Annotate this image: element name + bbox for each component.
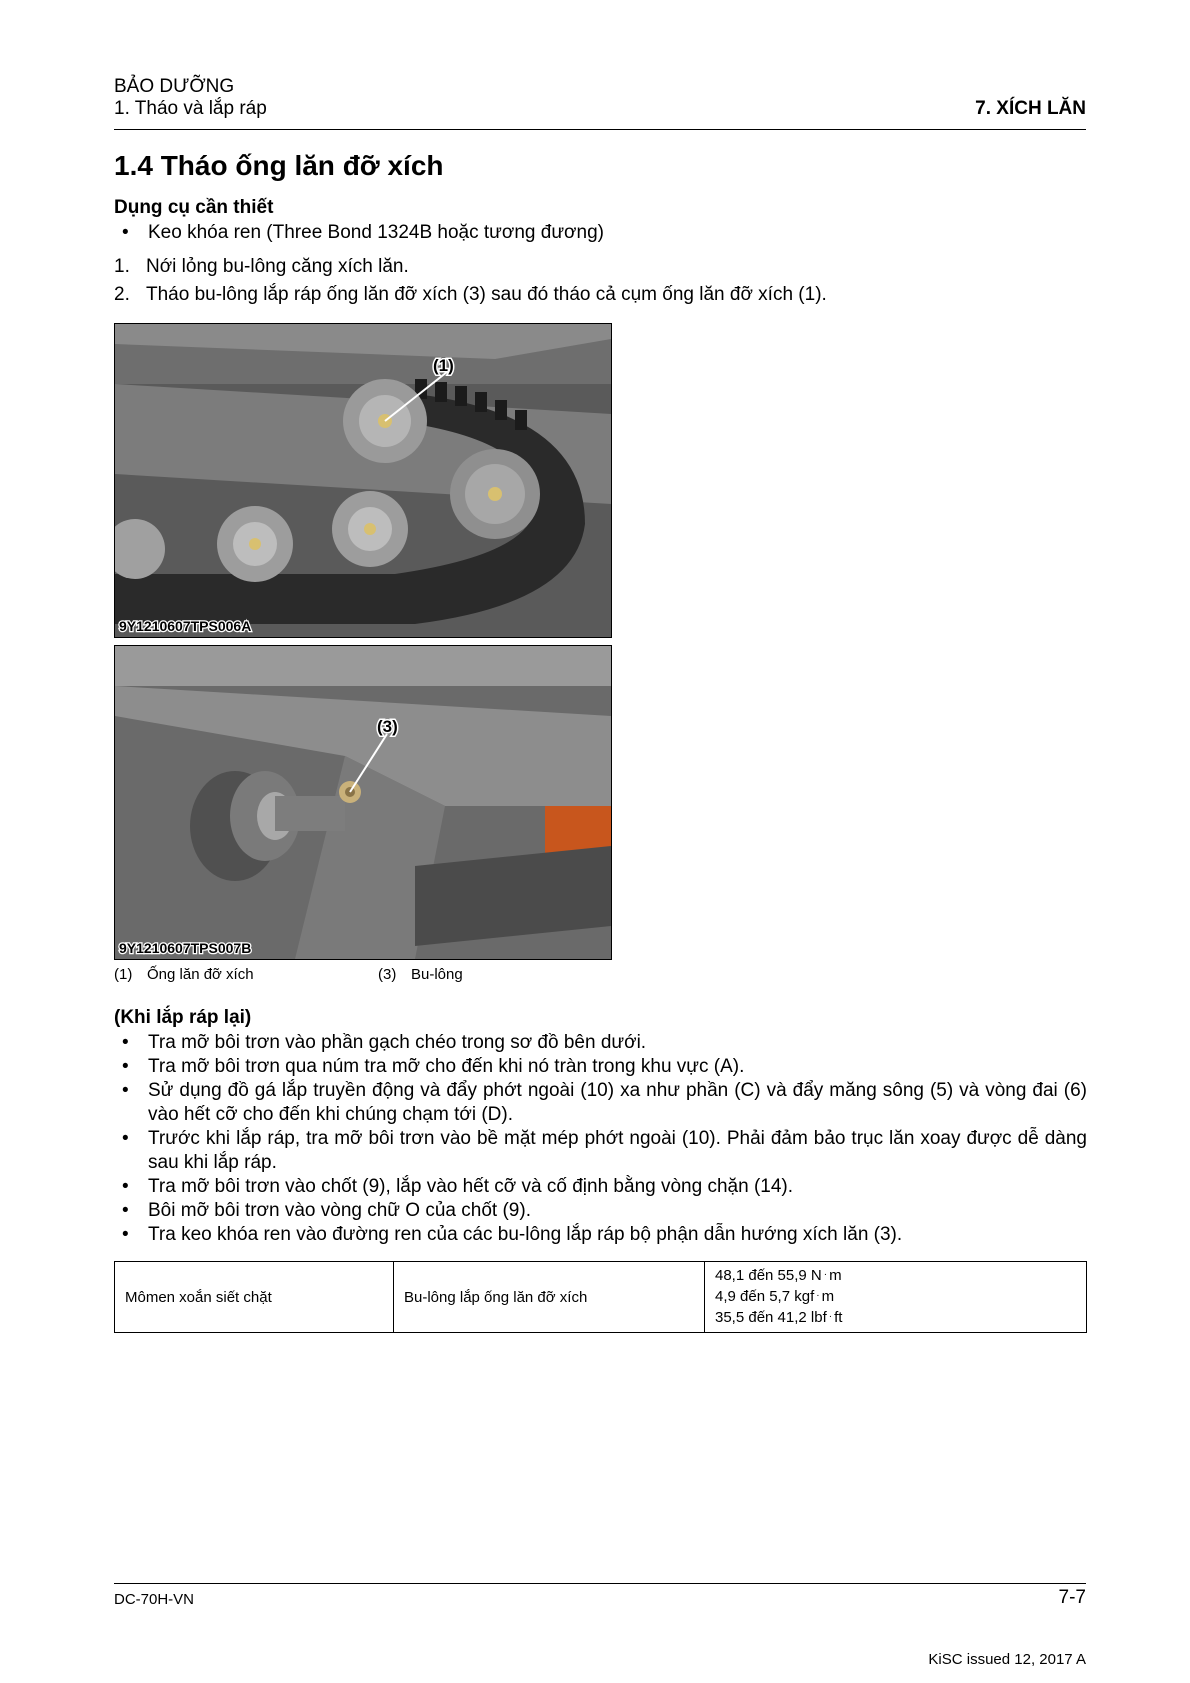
torque-value-kgfm — [715, 1287, 1076, 1308]
bullet: • — [122, 1056, 129, 1077]
caption-num: (1) — [114, 966, 133, 983]
step-item — [114, 283, 1086, 307]
footer-doc: DC-70H-VN — [114, 1591, 195, 1608]
bullet: • — [122, 1224, 129, 1245]
list-item — [114, 1079, 1087, 1127]
bullet: • — [122, 1032, 129, 1053]
tools-heading: Dụng cụ cần thiết — [114, 197, 274, 218]
list-item — [114, 1127, 1087, 1175]
figure-code: 9Y1210607TPS006A — [119, 618, 252, 634]
tools-item-text: Keo khóa ren (Three Bond 1324B hoặc tương đương) — [148, 222, 604, 243]
unit-dot: · — [823, 1268, 828, 1280]
track-roller-photo — [115, 324, 611, 637]
list-item-text: Tra mỡ bôi trơn vào chốt (9), lắp vào hết cỡ và cố định bằng vòng chặn (14). — [148, 1176, 794, 1197]
list-item-text: Trước khi lắp ráp, tra mỡ bôi trơn vào bề mặt mép phớt ngoài (10). Phải đảm bảo trục lăn xoay được dễ dàng sau khi lắp ráp. — [148, 1128, 1087, 1173]
torque-table — [114, 1261, 1087, 1333]
header-chapter: 7. XÍCH LĂN — [975, 98, 1086, 119]
figure-bolt — [114, 645, 612, 960]
list-item-text: Bôi mỡ bôi trơn vào vòng chữ O của chốt (9). — [148, 1200, 531, 1221]
torque-values — [705, 1262, 1087, 1333]
step-number: 2. — [114, 284, 130, 305]
header-subsection: 1. Tháo và lắp ráp — [114, 98, 267, 119]
bullet: • — [122, 1176, 129, 1197]
page-title: 1.4 Tháo ống lăn đỡ xích — [114, 150, 444, 181]
step-text: Tháo bu-lông lắp ráp ống lăn đỡ xích (3) sau đó tháo cả cụm ống lăn đỡ xích (1). — [146, 284, 827, 305]
callout-3: (3) — [377, 717, 398, 736]
bullet: • — [122, 1200, 129, 1221]
step-text: Nới lỏng bu-lông căng xích lăn. — [146, 256, 409, 277]
figure-code: 9Y1210607TPS007B — [119, 940, 252, 956]
caption-num: (3) — [378, 966, 397, 983]
list-item — [114, 1175, 1087, 1199]
torque-value: 35,5 đến 41,2 lbf — [715, 1308, 827, 1326]
torque-unit: m — [821, 1287, 835, 1305]
torque-value-lbfft — [715, 1308, 1076, 1329]
list-item-text: Sử dụng đồ gá lắp truyền động và đẩy phớt ngoài (10) xa như phần (C) và đẩy măng sông (5) và vòng đai (6) vào hết cỡ cho đến khi chúng chạm tới (D). — [148, 1080, 1087, 1125]
reassembly-heading: (Khi lắp ráp lại) — [114, 1007, 252, 1028]
torque-unit: ft — [834, 1308, 843, 1326]
tools-item — [114, 221, 1086, 245]
table-row — [115, 1262, 1087, 1333]
step-number: 1. — [114, 256, 130, 277]
callout-1: (1) — [433, 356, 454, 375]
list-item — [114, 1031, 1087, 1055]
list-item-text: Tra keo khóa ren vào đường ren của các bu-lông lắp ráp bộ phận dẫn hướng xích lăn (3). — [148, 1224, 903, 1245]
bolt-photo — [115, 646, 611, 959]
torque-unit: m — [829, 1266, 842, 1284]
list-item-text: Tra mỡ bôi trơn vào phần gạch chéo trong sơ đồ bên dưới. — [148, 1032, 647, 1053]
step-item — [114, 255, 1086, 279]
footer-page: 7-7 — [1058, 1587, 1086, 1608]
torque-part: Bu-lông lắp ống lăn đỡ xích — [394, 1262, 705, 1333]
list-item — [114, 1199, 1087, 1223]
bullet: • — [122, 222, 129, 243]
torque-label: Mômen xoắn siết chặt — [115, 1262, 394, 1333]
reassembly-list — [114, 1031, 1087, 1247]
header-rule — [114, 129, 1086, 130]
bullet: • — [122, 1080, 129, 1101]
header-section: BẢO DƯỠNG — [114, 76, 235, 97]
footer-rule — [114, 1583, 1086, 1584]
figure-track-rollers — [114, 323, 612, 638]
torque-value-nm — [715, 1266, 1076, 1287]
footer-issued: KiSC issued 12, 2017 A — [928, 1651, 1086, 1668]
list-item — [114, 1223, 1087, 1247]
bullet: • — [122, 1128, 129, 1149]
list-item — [114, 1055, 1087, 1079]
unit-dot: · — [828, 1310, 833, 1322]
torque-value: 4,9 đến 5,7 kgf — [715, 1287, 815, 1305]
caption-text: Ống lăn đỡ xích — [147, 966, 254, 983]
unit-dot: · — [816, 1289, 820, 1301]
list-item-text: Tra mỡ bôi trơn qua núm tra mỡ cho đến khi nó tràn trong khu vực (A). — [148, 1056, 745, 1077]
torque-value: 48,1 đến 55,9 N — [715, 1266, 822, 1284]
caption-text: Bu-lông — [411, 966, 463, 983]
